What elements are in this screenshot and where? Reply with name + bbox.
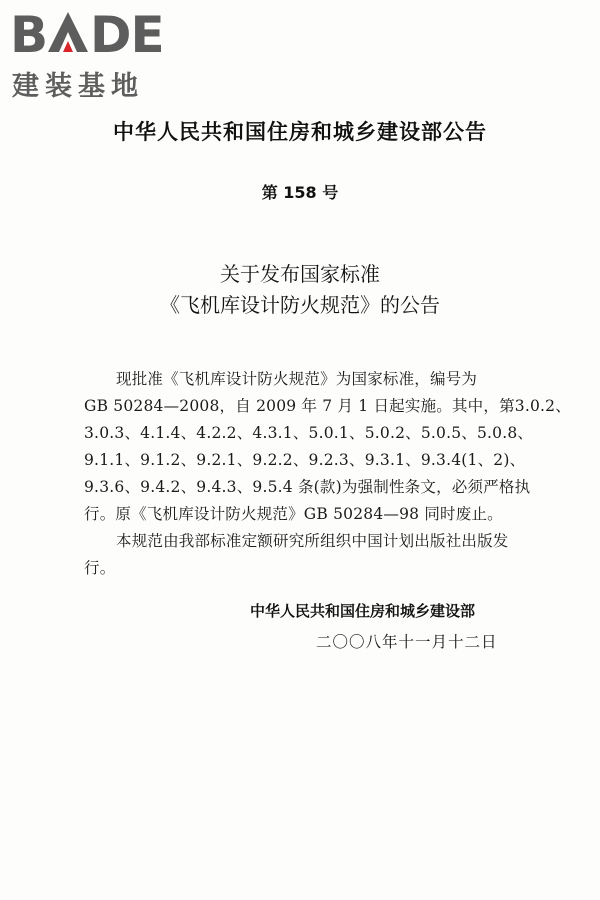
- bade-logo-mark: [10, 8, 180, 56]
- subject-line-1: 关于发布国家标准: [220, 262, 380, 286]
- body-line: 行。原《飞机库设计防火规范》GB 50284—98 同时废止。: [84, 505, 503, 523]
- issue-number: 第 158 号: [261, 183, 339, 202]
- body-line: 3.0.3、4.1.4、4.2.2、4.3.1、5.0.1、5.0.2、5.0.5、5.0.8、: [84, 424, 534, 442]
- logo-letters-de: DE: [90, 8, 164, 56]
- body-line: 9.3.6、9.4.2、9.4.3、9.5.4 条(款)为强制性条文，必须严格执: [84, 478, 531, 496]
- subject-line-2: 《飞机库设计防火规范》的公告: [160, 293, 440, 317]
- body-line: 本规范由我部标准定额研究所组织中国计划出版社出版发: [116, 532, 509, 550]
- body-line: 9.1.1、9.1.2、9.2.1、9.2.2、9.2.3、9.3.1、9.3.4(1、2)、: [84, 451, 526, 469]
- logo-subtitle: 建装基地: [12, 71, 144, 102]
- body-line: GB 50284—2008，自 2009 年 7 月 1 日起实施。其中，第3.0.2、: [84, 397, 571, 415]
- body-line: 现批准《飞机库设计防火规范》为国家标准，编号为: [116, 370, 478, 388]
- page-title: 中华人民共和国住房和城乡建设部公告: [113, 120, 487, 144]
- logo-letter-a: [48, 12, 88, 52]
- issue-date: 二〇〇八年十一月十二日: [316, 633, 498, 651]
- bade-logo: [10, 8, 180, 102]
- body-line: 行。: [84, 559, 116, 577]
- logo-letter-b: B: [10, 8, 48, 56]
- issuer-signature: 中华人民共和国住房和城乡建设部: [250, 602, 476, 620]
